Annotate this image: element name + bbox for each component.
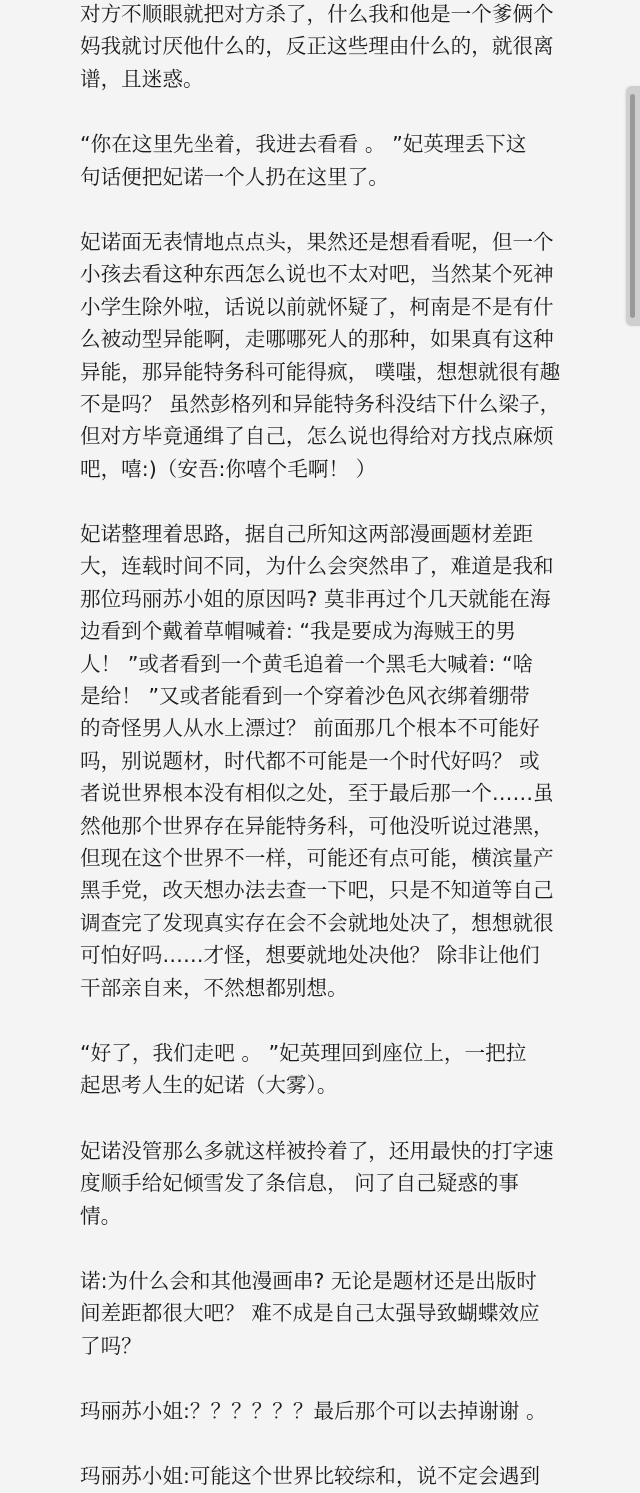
paragraph-gap — [80, 485, 580, 518]
paragraph — [80, 1460, 580, 1492]
text-line: 者说世界根本没有相似之处，至于最后那一个……虽 — [80, 781, 554, 806]
text-line: 那位玛丽苏小姐的原因吗? 莫非再过个几天就能在海 — [80, 586, 551, 611]
text-line: 妃诺整理着思路，据自己所知这两部漫画题材差距 — [80, 522, 534, 547]
text-line: 但对方毕竟通缉了自己，怎么说也得给对方找点麻烦 — [80, 424, 554, 449]
text-line: 玛丽苏小姐:可能这个世界比较综和，说不定会遇到 — [80, 1464, 540, 1489]
text-line: 但现在这个世界不一样，可能还有点可能，横滨量产 — [80, 845, 554, 870]
text-line: “你在这里先坐着，我进去看看 。 ”妃英理丢下这 — [80, 132, 527, 157]
paragraph — [80, 518, 580, 1004]
text-line: 妃诺没管那么多就这样被拎着了，还用最快的打字速 — [80, 1138, 554, 1163]
text-line: 度顺手给妃倾雪发了条信息， 问了自己疑惑的事 — [80, 1171, 520, 1196]
paragraph — [80, 0, 580, 95]
text-line: 是给！ ”又或者能看到一个穿着沙色风衣绑着绷带 — [80, 684, 530, 709]
text-line: 玛丽苏小姐:？？？？？？最后那个可以去掉谢谢 。 — [80, 1399, 547, 1424]
paragraph-gap — [80, 1427, 580, 1460]
paragraph — [80, 1037, 580, 1102]
text-line: 对方不顺眼就把对方杀了，什么我和他是一个爹俩个 — [80, 2, 554, 26]
paragraph-gap — [80, 95, 580, 128]
paragraph-gap — [80, 1232, 580, 1265]
paragraph — [80, 226, 580, 485]
paragraph-gap — [80, 1102, 580, 1135]
text-line: 调查完了发现真实存在会不会就地处决了，想想就很 — [80, 910, 554, 935]
paragraph — [80, 1395, 580, 1427]
text-line: 吗，别说题材，时代都不可能是一个时代好吗？ 或 — [80, 748, 540, 773]
text-line: 黑手党，改天想办法去查一下吧，只是不知道等自己 — [80, 878, 554, 903]
text-line: 可怕好吗……才怪，想要就地处决他？ 除非让他们 — [80, 943, 540, 968]
scroll-grip — [630, 94, 635, 318]
text-line: 情。 — [80, 1203, 122, 1228]
text-line: 么被动型异能啊，走哪哪死人的那种，如果真有这种 — [80, 327, 554, 352]
text-line: 诺:为什么会和其他漫画串? 无论是题材还是出版时 — [80, 1268, 537, 1293]
text-line: 然他那个世界存在异能特务科，可他没听说过港黑， — [80, 813, 554, 838]
text-line: 起思考人生的妃诺（大雾）。 — [80, 1073, 338, 1098]
article-text — [80, 0, 580, 1493]
text-line: 干部亲自来，不然想都别想。 — [80, 975, 348, 1000]
text-line: 大，连载时间不同，为什么会突然串了，难道是我和 — [80, 554, 554, 579]
text-line: 小学生除外啦，话说以前就怀疑了，柯南是不是有什 — [80, 294, 554, 319]
text-line: 妃诺面无表情地点点头，果然还是想看看呢，但一个 — [80, 229, 554, 254]
text-line: 小孩去看这种东西怎么说也不太对吧，当然某个死神 — [80, 262, 554, 287]
text-line: 异能，那异能特务科可能得疯， 噗嗤，想想就很有趣 — [80, 359, 561, 384]
text-line: 句话便把妃诺一个人扔在这里了。 — [80, 164, 389, 189]
text-line: 了吗？ — [80, 1333, 142, 1358]
paragraph-gap — [80, 1004, 580, 1037]
text-line: 吧，嘻:)（安吾:你嘻个毛啊！ ） — [80, 456, 377, 481]
text-line: 谱，且迷惑。 — [80, 66, 204, 91]
paragraph-gap — [80, 193, 580, 226]
paragraph — [80, 128, 580, 193]
fast-scroll-handle[interactable] — [626, 86, 640, 326]
text-line: 间差距都很大吧？ 难不成是自己太强导致蝴蝶效应 — [80, 1301, 540, 1326]
paragraph — [80, 1135, 580, 1232]
text-line: 的奇怪男人从水上漂过？ 前面那几个根本不可能好 — [80, 716, 540, 741]
text-line: “好了，我们走吧 。 ”妃英理回到座位上，一把拉 — [80, 1040, 527, 1065]
text-line: 边看到个戴着草帽喊着: “我是要成为海贼王的男 — [80, 619, 517, 644]
paragraph — [80, 1265, 580, 1362]
text-line: 妈我就讨厌他什么的，反正这些理由什么的，就很离 — [80, 34, 554, 59]
text-line: 不是吗？ 虽然彭格列和异能特务科没结下什么梁子， — [80, 391, 561, 416]
paragraph-gap — [80, 1362, 580, 1395]
text-line: 人！ ”或者看到一个黄毛追着一个黑毛大喊着: “啥 — [80, 651, 534, 676]
